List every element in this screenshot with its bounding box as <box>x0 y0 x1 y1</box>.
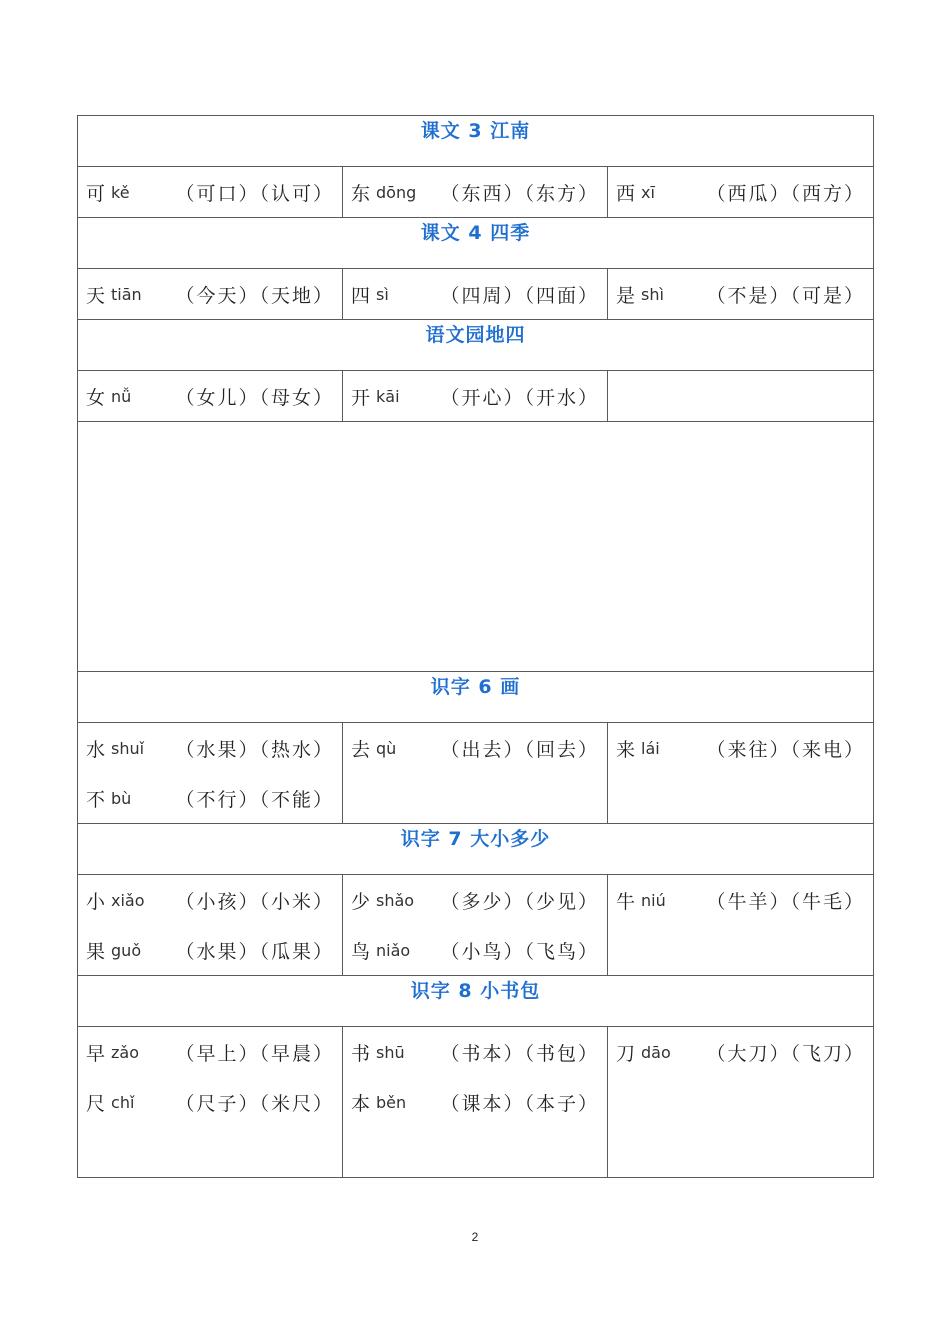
hanzi: 刀 <box>616 1042 636 1065</box>
character-entry <box>86 167 334 217</box>
hanzi: 少 <box>351 890 371 913</box>
character-cell <box>78 1027 343 1178</box>
hanzi: 四 <box>351 284 371 307</box>
section-header-row <box>78 976 874 1027</box>
example-words: （大刀）（飞刀） <box>706 1042 866 1065</box>
character-entry <box>616 1027 865 1077</box>
character-cell <box>78 269 343 320</box>
character-cell <box>78 371 343 422</box>
character-cell <box>78 167 343 218</box>
section-body-row <box>78 875 874 976</box>
character-cell <box>608 723 874 824</box>
example-words: （四周）（四面） <box>440 284 599 307</box>
pinyin: shū <box>376 1042 405 1062</box>
example-words: （早上）（早晨） <box>175 1042 334 1065</box>
hanzi: 可 <box>86 182 106 205</box>
example-words: （今天）（天地） <box>175 284 334 307</box>
character-entry <box>86 773 334 823</box>
character-entry <box>616 723 865 773</box>
blank-row <box>78 422 874 672</box>
example-words: （书本）（书包） <box>440 1042 599 1065</box>
example-words: （小鸟）（飞鸟） <box>440 940 599 963</box>
pinyin: sì <box>376 284 389 304</box>
hanzi: 来 <box>616 738 636 761</box>
pinyin: shǎo <box>376 890 415 910</box>
character-entry <box>86 925 334 975</box>
section-header-row <box>78 672 874 723</box>
hanzi: 水 <box>86 738 106 761</box>
example-words: （可口）（认可） <box>175 182 334 205</box>
hanzi: 西 <box>616 182 636 205</box>
pinyin: dāo <box>641 1042 671 1062</box>
pinyin: bù <box>111 788 132 808</box>
character-cell <box>78 723 343 824</box>
pinyin: kě <box>111 182 130 202</box>
hanzi: 小 <box>86 890 106 913</box>
hanzi: 鸟 <box>351 940 371 963</box>
example-words: （课本）（本子） <box>440 1092 599 1115</box>
character-cell <box>608 1027 874 1178</box>
character-cell <box>608 875 874 976</box>
section-title: 识字 7 大小多少 <box>78 824 874 875</box>
pinyin: běn <box>376 1092 407 1112</box>
pinyin: lái <box>641 738 660 758</box>
hanzi: 不 <box>86 788 106 811</box>
section-header-row <box>78 824 874 875</box>
character-entry <box>351 875 599 925</box>
character-cell <box>343 167 608 218</box>
character-entry <box>616 269 865 319</box>
character-cell <box>343 875 608 976</box>
section-title: 识字 8 小书包 <box>78 976 874 1027</box>
pinyin: zǎo <box>111 1042 140 1062</box>
pinyin: qù <box>376 738 397 758</box>
section-header-row <box>78 116 874 167</box>
hanzi: 早 <box>86 1042 106 1065</box>
hanzi: 果 <box>86 940 106 963</box>
character-cell <box>608 269 874 320</box>
section-title: 课文 4 四季 <box>78 218 874 269</box>
pinyin: chǐ <box>111 1092 135 1112</box>
character-entry <box>351 925 599 975</box>
hanzi: 东 <box>351 182 371 205</box>
example-words: （开心）（开水） <box>440 386 599 409</box>
hanzi: 尺 <box>86 1092 106 1115</box>
hanzi: 书 <box>351 1042 371 1065</box>
character-entry <box>351 371 599 421</box>
character-entry <box>351 167 599 217</box>
hanzi: 本 <box>351 1092 371 1115</box>
pinyin: kāi <box>376 386 400 406</box>
character-entry <box>86 269 334 319</box>
character-entry <box>351 1077 599 1127</box>
section-body-row <box>78 723 874 824</box>
section-body-row <box>78 269 874 320</box>
example-words: （水果）（瓜果） <box>175 940 334 963</box>
pinyin: xiǎo <box>111 890 145 910</box>
blank-area <box>78 422 874 672</box>
section-body-row <box>78 1027 874 1178</box>
pinyin: shuǐ <box>111 738 145 758</box>
section-title: 语文园地四 <box>78 320 874 371</box>
pinyin: guǒ <box>111 940 142 960</box>
character-entry <box>616 167 865 217</box>
character-entry <box>86 1027 334 1077</box>
section-header-row <box>78 218 874 269</box>
example-words: （尺子）（米尺） <box>175 1092 334 1115</box>
example-words: （东西）（东方） <box>440 182 599 205</box>
example-words: （小孩）（小米） <box>175 890 334 913</box>
character-cell <box>343 723 608 824</box>
section-title: 课文 3 江南 <box>78 116 874 167</box>
pinyin: nǚ <box>111 386 132 406</box>
page-number: 2 <box>471 1230 479 1244</box>
character-entry <box>86 1077 334 1127</box>
pinyin: shì <box>641 284 664 304</box>
character-entry <box>351 269 599 319</box>
pinyin: niǎo <box>376 940 411 960</box>
character-entry <box>86 875 334 925</box>
example-words: （出去）（回去） <box>440 738 599 761</box>
vocabulary-table <box>77 115 874 1178</box>
section-body-row <box>78 371 874 422</box>
section-title: 识字 6 画 <box>78 672 874 723</box>
section-header-row <box>78 320 874 371</box>
hanzi: 是 <box>616 284 636 307</box>
hanzi: 天 <box>86 284 106 307</box>
pinyin: xī <box>641 182 655 202</box>
character-cell <box>78 875 343 976</box>
example-words: （西瓜）（西方） <box>706 182 866 205</box>
example-words: （牛羊）（牛毛） <box>706 890 866 913</box>
example-words: （不行）（不能） <box>175 788 334 811</box>
character-entry <box>351 723 599 773</box>
example-words: （多少）（少见） <box>440 890 599 913</box>
character-entry <box>86 371 334 421</box>
example-words: （来往）（来电） <box>706 738 866 761</box>
section-body-row <box>78 167 874 218</box>
example-words: （不是）（可是） <box>706 284 866 307</box>
character-cell <box>343 269 608 320</box>
hanzi: 女 <box>86 386 106 409</box>
character-cell <box>343 1027 608 1178</box>
hanzi: 去 <box>351 738 371 761</box>
character-cell <box>608 167 874 218</box>
character-entry <box>86 723 334 773</box>
example-words: （水果）（热水） <box>175 738 334 761</box>
hanzi: 开 <box>351 386 371 409</box>
example-words: （女儿）（母女） <box>175 386 334 409</box>
character-cell <box>343 371 608 422</box>
character-cell <box>608 371 874 422</box>
character-entry <box>351 1027 599 1077</box>
character-entry <box>616 875 865 925</box>
hanzi: 牛 <box>616 890 636 913</box>
pinyin: tiān <box>111 284 142 304</box>
pinyin: niú <box>641 890 666 910</box>
pinyin: dōng <box>376 182 417 202</box>
